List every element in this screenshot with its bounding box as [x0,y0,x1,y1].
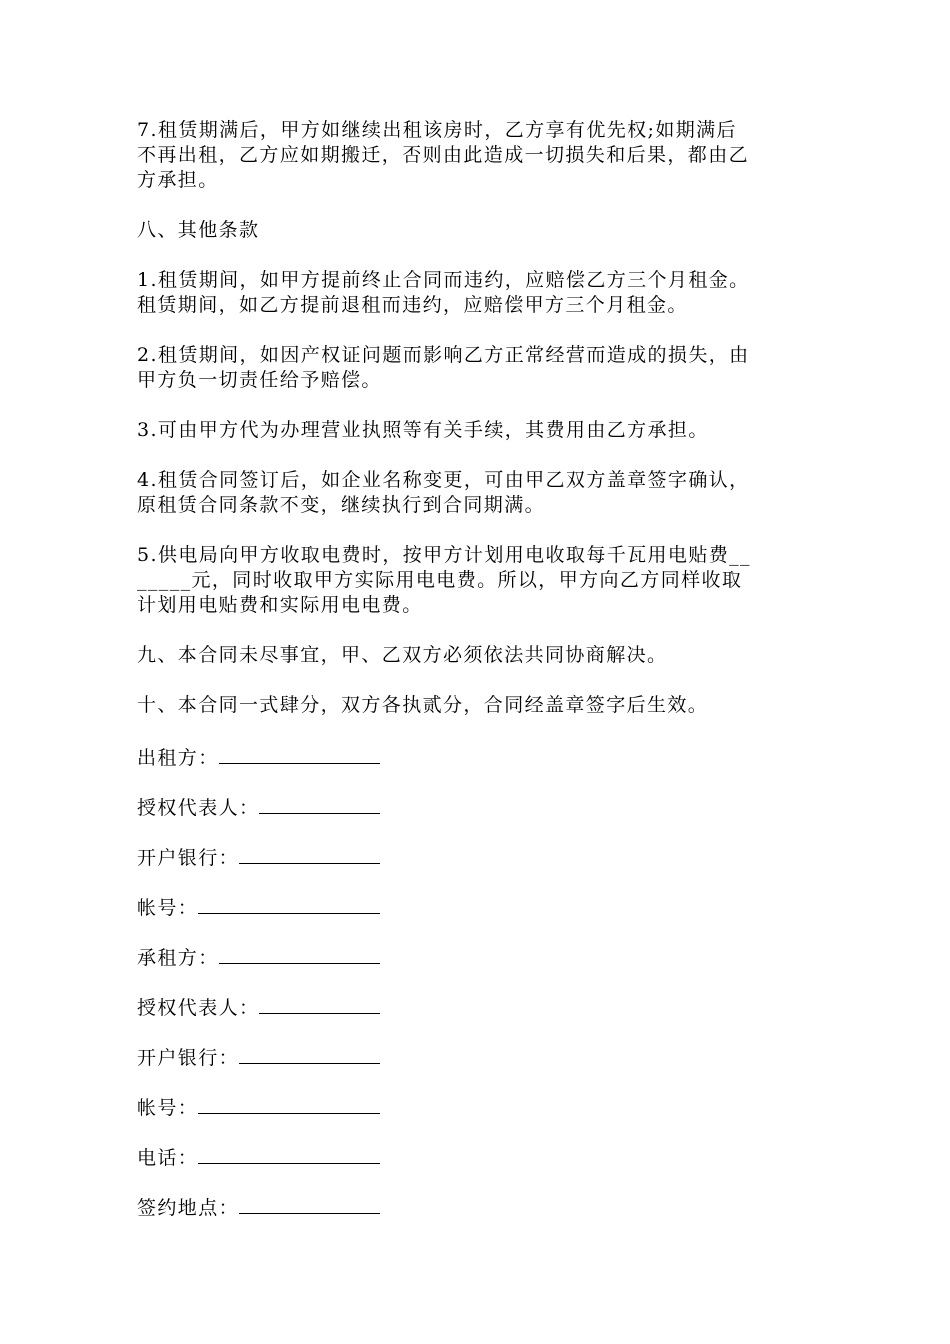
lessor-field [137,743,817,768]
paragraph-line: 八、其他条款 [137,219,260,241]
paragraph-line: 十、本合同一式肆分，双方各执贰分，合同经盖章签字后生效。 [137,694,709,716]
fill-in-blank[interactable] [239,1193,380,1214]
fill-in-blank[interactable] [259,793,380,814]
fill-in-blank[interactable] [259,993,380,1014]
paragraph-line: 原租赁合同条款不变，继续执行到合同期满。 [137,494,546,516]
paragraph-line: 2.租赁期间，如因产权证问题而影响乙方正常经营而造成的损失，由 [137,344,750,366]
field-label: 出租方： [137,747,219,769]
paragraph-line: 方承担。 [137,169,219,191]
clause-8-2 [137,343,817,393]
paragraph-line: 不再出租，乙方应如期搬迁，否则由此造成一切损失和后果，都由乙 [137,144,750,166]
paragraph-line: 租赁期间，如乙方提前退租而违约，应赔偿甲方三个月租金。 [137,294,688,316]
field-label: 电话： [137,1147,199,1169]
lessor-account-field [137,893,817,918]
paragraph-line: 5.供电局向甲方收取电费时，按甲方计划用电收取每千瓦用电贴费__ [137,544,751,566]
phone-field [137,1143,817,1168]
clause-7-7 [137,118,817,193]
lessee-account-field [137,1093,817,1118]
section-8-heading [137,218,817,243]
clause-8-5 [137,543,817,618]
field-label: 签约地点： [137,1197,240,1219]
signing-location-field [137,1193,817,1218]
fill-in-blank[interactable] [198,893,380,914]
field-label: 开户银行： [137,847,240,869]
paragraph-line: 甲方负一切责任给予赔偿。 [137,369,382,391]
paragraph-line: 计划用电贴费和实际用电电费。 [137,594,423,616]
contract-clauses [137,118,817,718]
lessee-representative-field [137,993,817,1018]
lessee-field [137,943,817,968]
clause-8-3 [137,418,817,443]
field-label: 授权代表人： [137,797,260,819]
fill-in-blank[interactable] [219,943,380,964]
paragraph-line: 4.租赁合同签订后，如企业名称变更，可由甲乙双方盖章签字确认， [137,469,750,491]
fill-in-blank[interactable] [219,743,380,764]
fill-in-blank[interactable] [239,843,380,864]
lessee-bank-field [137,1043,817,1068]
section-9 [137,643,817,668]
paragraph-line: 7.租赁期满后，甲方如继续出租该房时，乙方享有优先权;如期满后 [137,119,737,141]
field-label: 帐号： [137,1097,199,1119]
section-10 [137,693,817,718]
fill-in-blank[interactable] [198,1093,380,1114]
clause-8-1 [137,268,817,318]
paragraph-line: 九、本合同未尽事宜，甲、乙双方必须依法共同协商解决。 [137,644,668,666]
paragraph-line: _____元，同时收取甲方实际用电电费。所以，甲方向乙方同样收取 [137,569,743,591]
paragraph-line: 1.租赁期间，如甲方提前终止合同而违约，应赔偿乙方三个月租金。 [137,269,750,291]
field-label: 帐号： [137,897,199,919]
signature-block [137,743,817,1218]
lessor-representative-field [137,793,817,818]
paragraph-line: 3.可由甲方代为办理营业执照等有关手续，其费用由乙方承担。 [137,419,709,441]
clause-8-4 [137,468,817,518]
field-label: 承租方： [137,947,219,969]
fill-in-blank[interactable] [239,1043,380,1064]
field-label: 开户银行： [137,1047,240,1069]
lessor-bank-field [137,843,817,868]
contract-page [137,118,817,1243]
fill-in-blank[interactable] [198,1143,380,1164]
field-label: 授权代表人： [137,997,260,1019]
